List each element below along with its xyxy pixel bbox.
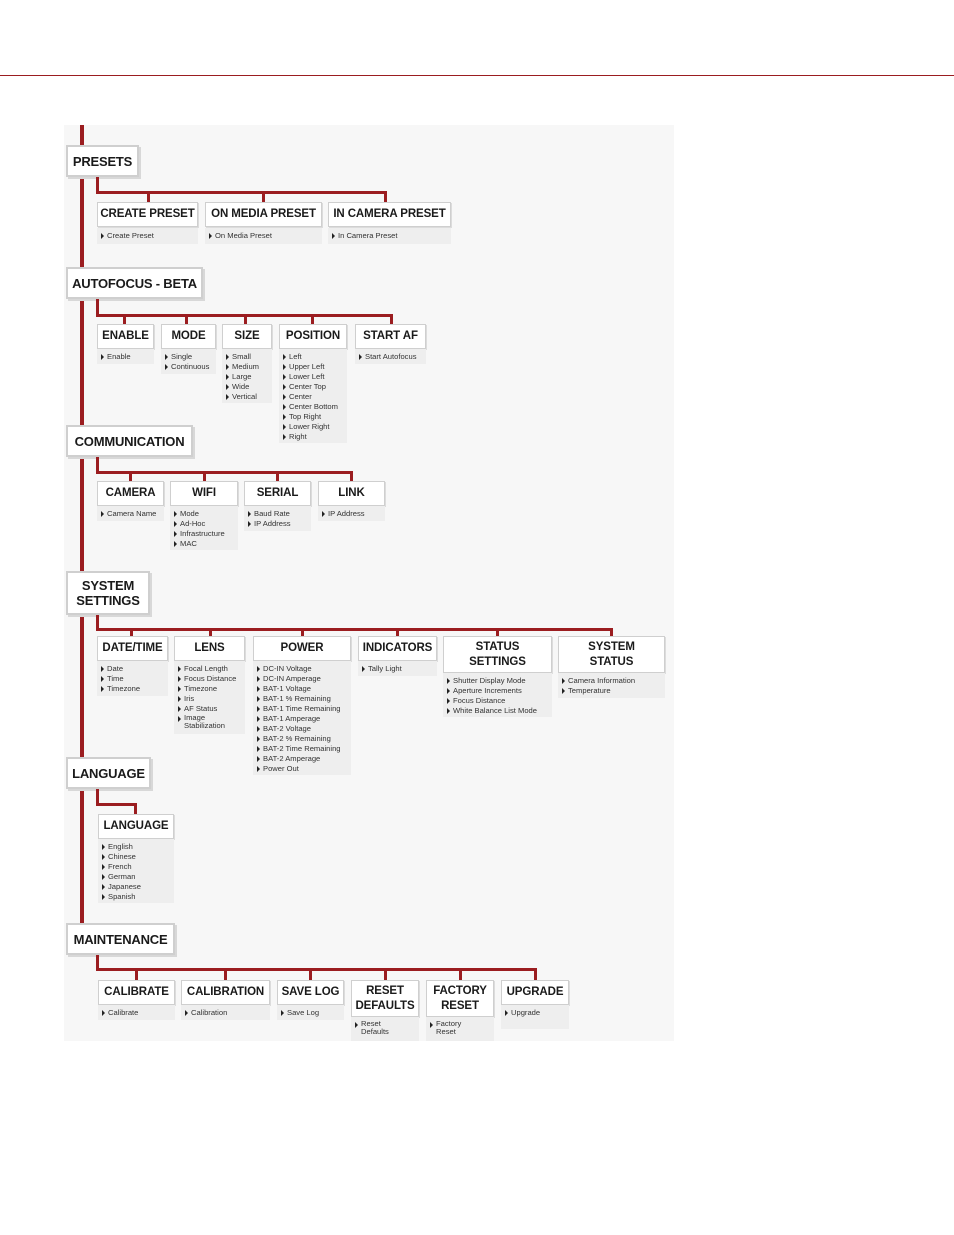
- list-item[interactable]: BAT-1 Amperage: [256, 714, 348, 724]
- connector: [135, 968, 138, 980]
- connector: [309, 968, 312, 980]
- connector: [350, 471, 353, 481]
- item-list: [328, 228, 451, 244]
- list-item[interactable]: Small: [225, 352, 269, 362]
- list-item[interactable]: BAT-1 Time Remaining: [256, 704, 348, 714]
- connector: [96, 628, 613, 631]
- list-item[interactable]: Single: [164, 352, 213, 362]
- item-list: [222, 349, 272, 403]
- list-item[interactable]: Center Top: [282, 382, 344, 392]
- section-presets[interactable]: PRESETS: [66, 145, 139, 177]
- connector: [134, 803, 137, 814]
- list-item[interactable]: DC-IN Amperage: [256, 674, 348, 684]
- list-item[interactable]: Focus Distance: [177, 674, 242, 684]
- list-item[interactable]: Focal Length: [177, 664, 242, 674]
- section-autofocus[interactable]: AUTOFOCUS - BETA: [66, 267, 203, 299]
- trunk-line: [80, 125, 84, 937]
- list-item[interactable]: Power Out: [256, 764, 348, 774]
- connector: [209, 628, 212, 636]
- category-create-preset[interactable]: CREATE PRESET: [97, 202, 198, 227]
- list-item[interactable]: BAT-2 Time Remaining: [256, 744, 348, 754]
- category-date-time[interactable]: DATE/TIME: [97, 636, 168, 661]
- list-item[interactable]: IP Address: [321, 509, 382, 519]
- header-rule: [0, 75, 954, 76]
- item-list: [426, 1017, 494, 1041]
- connector: [96, 968, 537, 971]
- connector: [396, 628, 399, 636]
- category-factory-reset[interactable]: FACTORY RESET: [426, 980, 494, 1017]
- section-system-settings[interactable]: SYSTEM SETTINGS: [66, 571, 150, 615]
- connector: [534, 968, 537, 980]
- list-item[interactable]: BAT-2 Amperage: [256, 754, 348, 764]
- list-item[interactable]: French: [101, 862, 171, 872]
- list-item[interactable]: Mode: [173, 509, 235, 519]
- list-item[interactable]: Calibrate: [101, 1008, 172, 1018]
- category-power[interactable]: POWER: [253, 636, 351, 661]
- category-link[interactable]: LINK: [318, 481, 385, 506]
- category-calibrate[interactable]: CALIBRATE: [98, 980, 175, 1005]
- list-item[interactable]: Baud Rate: [247, 509, 308, 519]
- item-list: [318, 506, 385, 521]
- list-item[interactable]: Tally Light: [361, 664, 434, 674]
- list-item[interactable]: Large: [225, 372, 269, 382]
- category-camera[interactable]: CAMERA: [97, 481, 164, 506]
- list-item[interactable]: IP Address: [247, 519, 308, 529]
- category-system-status[interactable]: SYSTEM STATUS: [558, 636, 665, 673]
- item-list: [351, 1017, 419, 1041]
- list-item[interactable]: BAT-2 % Remaining: [256, 734, 348, 744]
- connector: [301, 628, 304, 636]
- item-list: [253, 661, 351, 775]
- connector: [384, 968, 387, 980]
- connector: [185, 314, 188, 324]
- category-serial[interactable]: SERIAL: [244, 481, 311, 506]
- item-list: [97, 228, 198, 244]
- item-list: [358, 661, 437, 676]
- list-item[interactable]: Date: [100, 664, 165, 674]
- category-size[interactable]: SIZE: [222, 324, 272, 349]
- category-enable[interactable]: ENABLE: [97, 324, 154, 349]
- item-list: [98, 1005, 175, 1020]
- list-item[interactable]: Vertical: [225, 392, 269, 402]
- section-maintenance[interactable]: MAINTENANCE: [66, 923, 175, 955]
- list-item[interactable]: Ad-Hoc: [173, 519, 235, 529]
- connector: [384, 191, 387, 202]
- category-lens[interactable]: LENS: [174, 636, 245, 661]
- connector: [244, 314, 247, 324]
- list-item[interactable]: Start Autofocus: [358, 352, 423, 362]
- list-item[interactable]: Camera Name: [100, 509, 161, 519]
- connector: [459, 968, 462, 980]
- connector: [96, 803, 137, 806]
- list-item[interactable]: Medium: [225, 362, 269, 372]
- category-reset-defaults[interactable]: RESET DEFAULTS: [351, 980, 419, 1017]
- category-in-camera-preset[interactable]: IN CAMERA PRESET: [328, 202, 451, 227]
- list-item[interactable]: Top Right: [282, 412, 344, 422]
- list-item[interactable]: Shutter Display Mode: [446, 676, 549, 686]
- item-list: [98, 839, 174, 903]
- list-item[interactable]: Focus Distance: [446, 696, 549, 706]
- item-list: [501, 1005, 569, 1029]
- item-list: [244, 506, 311, 531]
- connector: [123, 314, 126, 324]
- item-list: [174, 661, 245, 734]
- list-item[interactable]: Factory Reset: [429, 1020, 491, 1036]
- item-list: [205, 228, 322, 244]
- list-item[interactable]: AF Status: [177, 704, 242, 714]
- list-item[interactable]: Aperture Increments: [446, 686, 549, 696]
- list-item[interactable]: Time: [100, 674, 165, 684]
- item-list: [161, 349, 216, 374]
- category-status-settings[interactable]: STATUS SETTINGS: [443, 636, 552, 673]
- item-list: [170, 506, 238, 550]
- list-item[interactable]: Temperature: [561, 686, 662, 696]
- list-item[interactable]: Lower Right: [282, 422, 344, 432]
- connector: [311, 314, 314, 324]
- list-item[interactable]: Create Preset: [100, 231, 195, 241]
- list-item[interactable]: MAC: [173, 539, 235, 549]
- category-save-log[interactable]: SAVE LOG: [277, 980, 344, 1005]
- item-list: [279, 349, 347, 443]
- category-on-media-preset[interactable]: ON MEDIA PRESET: [205, 202, 322, 227]
- list-item[interactable]: Center Bottom: [282, 402, 344, 412]
- item-list: [558, 673, 665, 698]
- list-item[interactable]: English: [101, 842, 171, 852]
- list-item[interactable]: German: [101, 872, 171, 882]
- list-item[interactable]: DC-IN Voltage: [256, 664, 348, 674]
- connector: [147, 191, 150, 202]
- list-item[interactable]: BAT-1 % Remaining: [256, 694, 348, 704]
- menu-tree-panel: [64, 125, 674, 1041]
- list-item[interactable]: Right: [282, 432, 344, 442]
- list-item[interactable]: Reset Defaults: [354, 1020, 416, 1036]
- list-item[interactable]: Upper Left: [282, 362, 344, 372]
- section-language[interactable]: LANGUAGE: [66, 757, 151, 789]
- item-list: [97, 506, 164, 521]
- item-list: [443, 673, 552, 717]
- list-item[interactable]: Enable: [100, 352, 151, 362]
- list-item[interactable]: Camera Information: [561, 676, 662, 686]
- category-indicators[interactable]: INDICATORS: [358, 636, 437, 661]
- list-item[interactable]: Center: [282, 392, 344, 402]
- item-list: [181, 1005, 270, 1020]
- list-item[interactable]: On Media Preset: [208, 231, 319, 241]
- category-start-af[interactable]: START AF: [355, 324, 426, 349]
- list-item[interactable]: White Balance List Mode: [446, 706, 549, 716]
- list-item[interactable]: Infrastructure: [173, 529, 235, 539]
- category-language[interactable]: LANGUAGE: [98, 814, 174, 839]
- category-mode[interactable]: MODE: [161, 324, 216, 349]
- list-item[interactable]: Chinese: [101, 852, 171, 862]
- list-item[interactable]: Wide: [225, 382, 269, 392]
- item-list: [97, 349, 154, 364]
- category-upgrade[interactable]: UPGRADE: [501, 980, 569, 1005]
- section-communication[interactable]: COMMUNICATION: [66, 425, 193, 457]
- category-position[interactable]: POSITION: [279, 324, 347, 349]
- list-item[interactable]: Lower Left: [282, 372, 344, 382]
- list-item[interactable]: Timezone: [100, 684, 165, 694]
- connector: [276, 471, 279, 481]
- connector: [610, 628, 613, 636]
- item-list: [355, 349, 426, 364]
- connector: [96, 191, 387, 194]
- list-item[interactable]: BAT-2 Voltage: [256, 724, 348, 734]
- list-item[interactable]: Upgrade: [504, 1008, 566, 1018]
- category-wifi[interactable]: WIFI: [170, 481, 238, 506]
- connector: [496, 628, 499, 636]
- list-item[interactable]: Save Log: [280, 1008, 341, 1018]
- list-item[interactable]: BAT-1 Voltage: [256, 684, 348, 694]
- item-list: [277, 1005, 344, 1020]
- list-item[interactable]: In Camera Preset: [331, 231, 448, 241]
- list-item[interactable]: Left: [282, 352, 344, 362]
- list-item[interactable]: Continuous: [164, 362, 213, 372]
- category-calibration[interactable]: CALIBRATION: [181, 980, 270, 1005]
- connector: [129, 471, 132, 481]
- connector: [224, 968, 227, 980]
- connector: [203, 471, 206, 481]
- connector: [96, 471, 353, 474]
- list-item[interactable]: Spanish: [101, 892, 171, 902]
- list-item[interactable]: Image Stabilization: [177, 714, 242, 730]
- list-item[interactable]: Japanese: [101, 882, 171, 892]
- connector: [130, 628, 133, 636]
- list-item[interactable]: Calibration: [184, 1008, 267, 1018]
- item-list: [97, 661, 168, 696]
- connector: [262, 191, 265, 202]
- connector: [390, 314, 393, 324]
- list-item[interactable]: Iris: [177, 694, 242, 704]
- list-item[interactable]: Timezone: [177, 684, 242, 694]
